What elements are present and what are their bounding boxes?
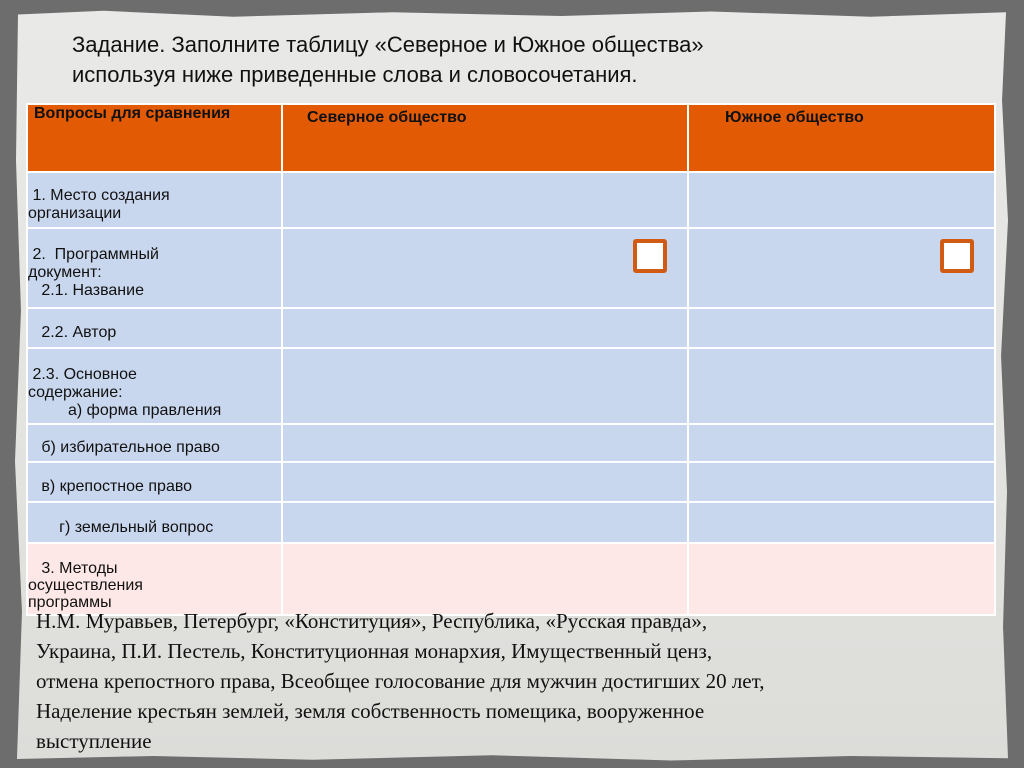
table-row — [27, 543, 995, 615]
northern-answer-cell[interactable] — [282, 502, 688, 543]
southern-answer-cell[interactable] — [688, 172, 995, 228]
row-label: 2. Программный документ: 2.1. Название — [27, 228, 282, 308]
northern-answer-cell[interactable] — [282, 543, 688, 615]
southern-answer-cell[interactable] — [688, 462, 995, 502]
northern-answer-cell[interactable] — [282, 172, 688, 228]
comparison-table — [26, 103, 996, 616]
southern-answer-cell[interactable] — [688, 348, 995, 424]
southern-answer-cell[interactable] — [688, 502, 995, 543]
header-southern-society: Южное общество — [688, 104, 995, 172]
southern-answer-cell[interactable] — [688, 308, 995, 348]
word-bank-line: Н.М. Муравьев, Петербург, «Конституция», Республика, «Русская правда», — [36, 609, 708, 633]
table-row — [27, 172, 995, 228]
southern-answer-cell[interactable] — [688, 228, 995, 308]
word-bank — [36, 606, 996, 756]
table-row — [27, 502, 995, 543]
row-label: г) земельный вопрос — [27, 502, 282, 543]
table-row — [27, 424, 995, 462]
northern-answer-cell[interactable] — [282, 424, 688, 462]
row-label: 2.2. Автор — [27, 308, 282, 348]
northern-checkbox[interactable] — [633, 239, 667, 273]
northern-answer-cell[interactable] — [282, 308, 688, 348]
row-label: 3. Методы осуществления программы — [27, 543, 282, 615]
row-label: 1. Место создания организации — [27, 172, 282, 228]
word-bank-line: выступление — [36, 729, 152, 753]
task-instruction — [72, 30, 972, 90]
word-bank-line: отмена крепостного права, Всеобщее голосование для мужчин достигших 20 лет, — [36, 669, 765, 693]
table-row — [27, 308, 995, 348]
table-row — [27, 348, 995, 424]
table-row — [27, 228, 995, 308]
task-line-2: используя ниже приведенные слова и словосочетания. — [72, 62, 638, 87]
table-header-row — [27, 104, 995, 172]
northern-answer-cell[interactable] — [282, 228, 688, 308]
southern-answer-cell[interactable] — [688, 424, 995, 462]
northern-answer-cell[interactable] — [282, 462, 688, 502]
southern-checkbox[interactable] — [940, 239, 974, 273]
header-northern-society: Северное общество — [282, 104, 688, 172]
southern-answer-cell[interactable] — [688, 543, 995, 615]
word-bank-line: Украина, П.И. Пестель, Конституционная монархия, Имущественный ценз, — [36, 639, 713, 663]
table-row — [27, 462, 995, 502]
row-label: в) крепостное право — [27, 462, 282, 502]
task-line-1: Задание. Заполните таблицу «Северное и Южное общества» — [72, 32, 704, 57]
header-questions: Вопросы для сравнения — [27, 104, 282, 172]
row-label: б) избирательное право — [27, 424, 282, 462]
word-bank-line: Наделение крестьян землей, земля собственность помещика, вооруженное — [36, 699, 705, 723]
row-label: 2.3. Основное содержание: а) форма правления — [27, 348, 282, 424]
northern-answer-cell[interactable] — [282, 348, 688, 424]
